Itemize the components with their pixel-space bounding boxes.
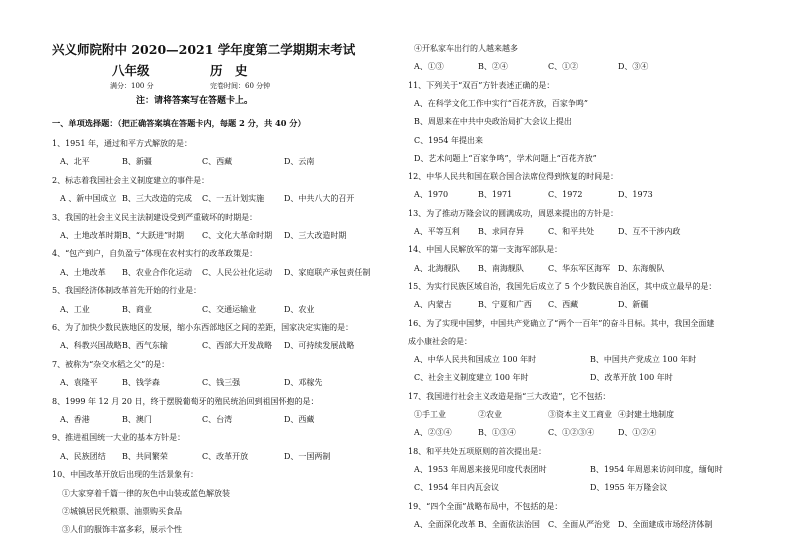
answer-option: C、1972 [548,190,583,200]
answer-option: B、“大跃进”时期 [122,231,185,240]
answer-option: B、共同繁荣 [122,451,168,461]
answer-option: B、商业 [122,304,152,314]
answer-option: A、内蒙古 [414,300,452,310]
answer-option: D、家庭联产承包责任制 [284,267,371,277]
question-stem: 6、为了加快少数民族地区的发展，缩小东西部地区之间的差距，国家决定实施的是： [52,323,354,332]
answer-option: B、农业合作化运动 [122,267,192,277]
exam-title: 兴义师院附中 2020—2021 学年度第二学期期末考试 [52,42,356,57]
answer-option: A、1953 年周恩来接见印度代表团时 [414,464,547,474]
answer-option: B、澳门 [122,415,152,424]
answer-option: C、社会主义制度建立 100 年时 [414,373,529,383]
question-stem: 16、为了实现中国梦，中国共产党确立了“两个一百年”的奋斗目标。其中，我国全面建 [408,318,715,328]
question-stem: 12、中华人民共和国在联合国合法席位得到恢复的时间是： [408,172,619,182]
question-stem: 17、我国进行社会主义改造是指“三大改造”，它不包括： [408,391,611,401]
answer-option: D、改革开放 100 年时 [590,373,673,383]
answer-option: C、西藏 [548,300,579,310]
full-score: 满分：100 分 [110,82,154,90]
answer-option: D、三大改造时期 [284,231,347,240]
answer-option: C、华东军区海军 [548,263,611,273]
question-stem: B、周恩来在中共中央政治局扩大会议上提出 [414,117,572,127]
answer-option: C、全面从严治党 [548,519,611,529]
question-stem: 3、我国的社会主义民主法制建设受到严重破坏的时期是： [52,212,258,222]
subject-label: 历 史 [210,63,248,78]
answer-option: D、云南 [284,157,315,167]
question-stem: ③人们的服饰丰富多彩，展示个性 [62,525,182,535]
answer-option: A、袁隆平 [60,378,98,388]
question-stem: A、在科学文化工作中实行“百花齐放，百家争鸣” [414,98,588,108]
answer-option: A、中华人民共和国成立 100 年时 [414,355,537,365]
answer-option: C、西部大开发战略 [202,341,273,351]
question-stem: ④开私家车出行的人越来越多 [414,44,518,53]
answer-option: B、1971 [478,190,513,200]
question-stem: 11、下列关于“双百”方针表述正确的是： [408,80,555,90]
question-stem: 7、被称为“杂交水稻之父”的是： [52,359,170,369]
question-stem: 14、中国人民解放军的第一支海军部队是： [408,245,563,255]
answer-option: D、邓稼先 [284,378,323,388]
answer-option: D、中共八大的召开 [284,194,355,204]
answer-option: D、1973 [618,190,653,200]
section-heading: 一、单项选择题：（把正确答案填在答题卡内，每题 2 分，共 40 分） [52,118,306,128]
question-stem: 4、“包产到户，自负盈亏”体现在农村实行的改革政策是： [52,249,258,259]
answer-option: B、求同存异 [478,227,524,236]
answer-option: B、西气东输 [122,341,168,351]
answer-option: A、北海舰队 [414,263,460,273]
answer-option: B、1954 年周恩来访问印度，缅甸时 [590,464,723,474]
answer-option: C、改革开放 [202,451,249,461]
answer-option: C、文化大革命时期 [202,231,273,240]
answer-option: C、钱三强 [202,378,241,388]
question-stem: 5、我国经济体制改革首先开始的行业是： [52,286,202,296]
answer-option: B、新疆 [122,157,152,167]
answer-option: D、③④ [618,62,649,72]
answer-option: D、互不干涉内政 [618,227,681,236]
answer-option: B、南海舰队 [478,263,524,273]
answer-note: 注：请将答案写在答题卡上。 [136,96,254,106]
answer-option: B、宁夏和广西 [478,300,532,310]
answer-option: A、科教兴国战略 [60,341,122,351]
answer-option: C、人民公社化运动 [202,267,273,277]
answer-option: ①手工业 [414,410,446,419]
answer-option: A、全面深化改革 [414,519,476,529]
question-stem: 18、和平共处五项原则的首次提出是： [408,446,547,456]
question-stem: 19、“四个全面”战略布局中，不包括的是： [408,501,563,511]
answer-option: C、①② [548,62,579,72]
grade-label: 八年级 [112,63,150,78]
question-stem: 成小康社会的是： [408,336,472,346]
answer-option: A、北平 [60,157,90,167]
answer-option: D、新疆 [618,300,649,310]
question-stem: D、艺术问题上“百家争鸣”，学术问题上“百花齐放” [414,153,597,163]
question-stem: 9、推进祖国统一大业的基本方针是： [52,433,186,443]
question-stem: 8、1999 年 12 月 20 日，终于摆脱葡萄牙的殖民统治回到祖国怀抱的是： [52,396,319,406]
answer-option: C、台湾 [202,415,233,424]
answer-option: A、平等互利 [414,227,460,236]
answer-option: A、土地改革时期 [60,231,122,240]
answer-option: ③资本主义工商业 [548,410,612,419]
question-stem: C、1954 年提出来 [414,135,484,145]
question-stem: ②城镇居民凭粮票、油票购买食品 [62,507,182,516]
answer-option: C、①②③④ [548,428,595,438]
answer-option: A、工业 [60,304,90,314]
answer-option: D、一国两制 [284,451,331,461]
answer-option: D、可持续发展战略 [284,341,355,351]
answer-option: B、全面依法治国 [478,519,540,529]
answer-option: D、1955 年万隆会议 [590,483,668,493]
answer-option: B、①③④ [478,428,516,438]
question-stem: 2、标志着我国社会主义制度建立的事件是： [52,175,210,185]
answer-option: C、和平共处 [548,227,595,236]
answer-option: C、1954 年日内瓦会议 [414,483,500,493]
answer-option: D、东海舰队 [618,263,665,273]
answer-option: ④封建土地制度 [618,410,674,419]
answer-option: C、西藏 [202,157,233,167]
answer-option: D、全面建成市场经济体制 [618,519,713,529]
answer-option: A、民族团结 [60,451,106,461]
answer-option: B、三大改造的完成 [122,194,192,204]
question-stem: 13、为了推动万隆会议的圆满成功，周恩来提出的方针是： [408,208,619,218]
answer-option: A、土地改革 [60,267,106,277]
answer-option: C、交通运输业 [202,304,257,314]
answer-option: B、钱学森 [122,378,160,388]
question-stem: 1、1951 年，通过和平方式解放的是： [52,139,192,148]
answer-option: D、①②④ [618,428,657,438]
answer-option: A、1970 [414,190,449,200]
question-stem: 10、中国改革开放后出现的生活景象有： [52,470,199,480]
question-stem: 15、为实行民族区域自治，我国先后成立了 5 个少数民族自治区，其中成立最早的是： [408,281,717,291]
answer-option: B、②④ [478,62,508,72]
answer-option: B、中国共产党成立 100 年时 [590,355,697,365]
answer-option: D、西藏 [284,415,315,424]
answer-option: C、一五计划实施 [202,194,265,204]
answer-option: A、①③ [414,62,444,72]
answer-option: A、②③④ [414,428,452,438]
answer-option: A 、新中国成立 [60,194,117,204]
answer-option: ②农业 [478,410,502,419]
answer-option: A、香港 [60,415,90,424]
exam-duration: 完卷时间：60 分钟 [210,82,271,90]
question-stem: ①大家穿着千篇一律的灰色中山装或蓝色解放装 [62,488,230,498]
answer-option: D、农业 [284,304,315,314]
